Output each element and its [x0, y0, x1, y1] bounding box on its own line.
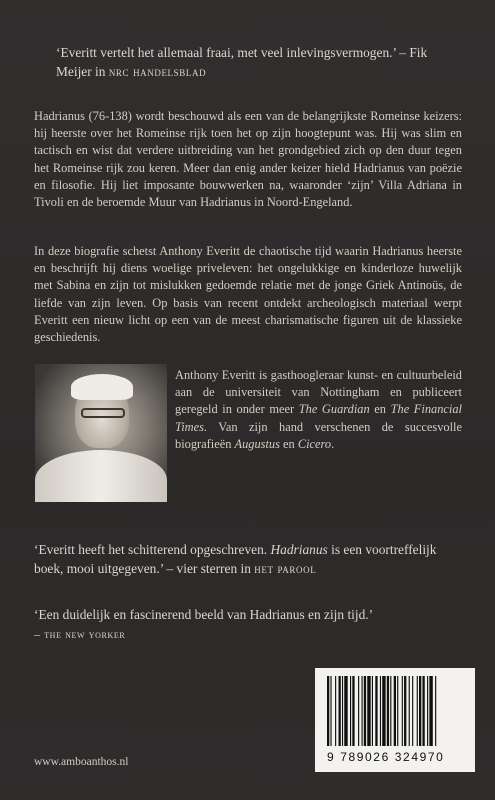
publisher-website[interactable]: www.amboanthos.nl: [34, 756, 129, 768]
barcode: [315, 668, 475, 772]
book-cicero: Cicero: [297, 436, 332, 451]
barcode-bar: [344, 676, 347, 746]
publication-guardian: The Guardian: [298, 402, 370, 417]
quote-middle-title: Hadrianus: [270, 542, 328, 557]
barcode-number: 9 789026 324970: [327, 750, 445, 764]
barcode-bar: [417, 676, 418, 746]
barcode-bar: [402, 676, 403, 746]
barcode-bar: [394, 676, 396, 746]
barcode-bar: [387, 676, 389, 746]
barcode-bar: [404, 676, 406, 746]
barcode-bar: [427, 676, 428, 746]
barcode-bar: [409, 676, 410, 746]
barcode-bar: [419, 676, 421, 746]
barcode-bar: [327, 676, 329, 746]
book-augustus: Augustus: [234, 436, 280, 451]
quote-top-text: ‘Everitt vertelt het allemaal fraai, met veel inlevingsvermogen.’ – Fik Meijer in: [56, 45, 428, 79]
barcode-bar: [362, 676, 363, 746]
barcode-bar: [364, 676, 366, 746]
barcode-bar: [397, 676, 398, 746]
barcode-bar: [422, 676, 424, 746]
barcode-bar: [330, 676, 331, 746]
barcode-bars: [325, 676, 465, 748]
barcode-bar: [382, 676, 385, 746]
barcode-bar: [429, 676, 432, 746]
barcode-bar: [372, 676, 373, 746]
barcode-bar: [350, 676, 351, 746]
author-bio: Anthony Everitt is gasthoogleraar kunst- en cultuurbeleid aan de universiteit van Nottingham en publiceert geregeld in onder meer The Guardian en The Financial Times. Van zijn hand verschenen de succesvolle biografieën Augustus en Cicero.: [175, 368, 462, 451]
quote-bottom-text: ‘Een duidelijk en fascinerend beeld van Hadrianus en zijn tijd.’: [34, 607, 374, 622]
barcode-bar: [375, 676, 377, 746]
barcode-bar: [412, 676, 413, 746]
barcode-bar: [367, 676, 370, 746]
publication-financial-times: The Financial Times: [175, 402, 462, 434]
quote-top: [56, 44, 456, 81]
barcode-bar: [352, 676, 354, 746]
quote-middle: ‘Everitt heeft het schitterend opgeschreven. Hadrianus is een voortreffelijk boek, mooi uitgegeven.’ – vier sterren in het parool: [34, 542, 437, 576]
quote-bottom: [34, 606, 462, 643]
quote-bottom-source: – the new yorker: [34, 626, 126, 641]
author-photo: [35, 364, 167, 502]
quote-top-source: nrc handelsblad: [108, 63, 207, 79]
barcode-bar: [380, 676, 381, 746]
barcode-bar: [390, 676, 391, 746]
barcode-bar: [342, 676, 343, 746]
barcode-bar: [335, 676, 336, 746]
barcode-bar: [358, 676, 359, 746]
barcode-bar: [339, 676, 341, 746]
description-paragraph-2: In deze biografie schetst Anthony Everitt de chaotische tijd waarin Hadrianus heerste en beschrijft hij diens woelige priveleven: het ongelukkige en kinderloze huwelijk met Sabina en zijn tot mislukken gedoemde relatie met de jonge Griek Antinoüs, de liefde van zijn leven. Op basis van recent ontdekt archeologisch materiaal werpt Everitt een nieuw licht op een van de meest charismatische figuren uit de klassieke geschiedenis.: [34, 244, 462, 345]
description-paragraph-1: Hadrianus (76-138) wordt beschouwd als een van de belangrijkste Romeinse keizers: hij heerste over het Romeinse rijk toen het op zijn hoogtepunt was. Hij was slim en tactisch en wist dat verdere uitbreiding van het grondgebied zich op den duur tegen het Romeinse rijk zou keren. Meer dan enig ander keizer hield Hadrianus van poëzie en filosofie. Hij liet imposante bouwwerken na, waaronder ‘zijn’ Villa Adriana in Tivoli en de beroemde Muur van Hadrianus in Noord-Engeland.: [34, 109, 462, 210]
quote-middle-source: het parool: [254, 560, 317, 576]
barcode-bar: [435, 676, 436, 746]
